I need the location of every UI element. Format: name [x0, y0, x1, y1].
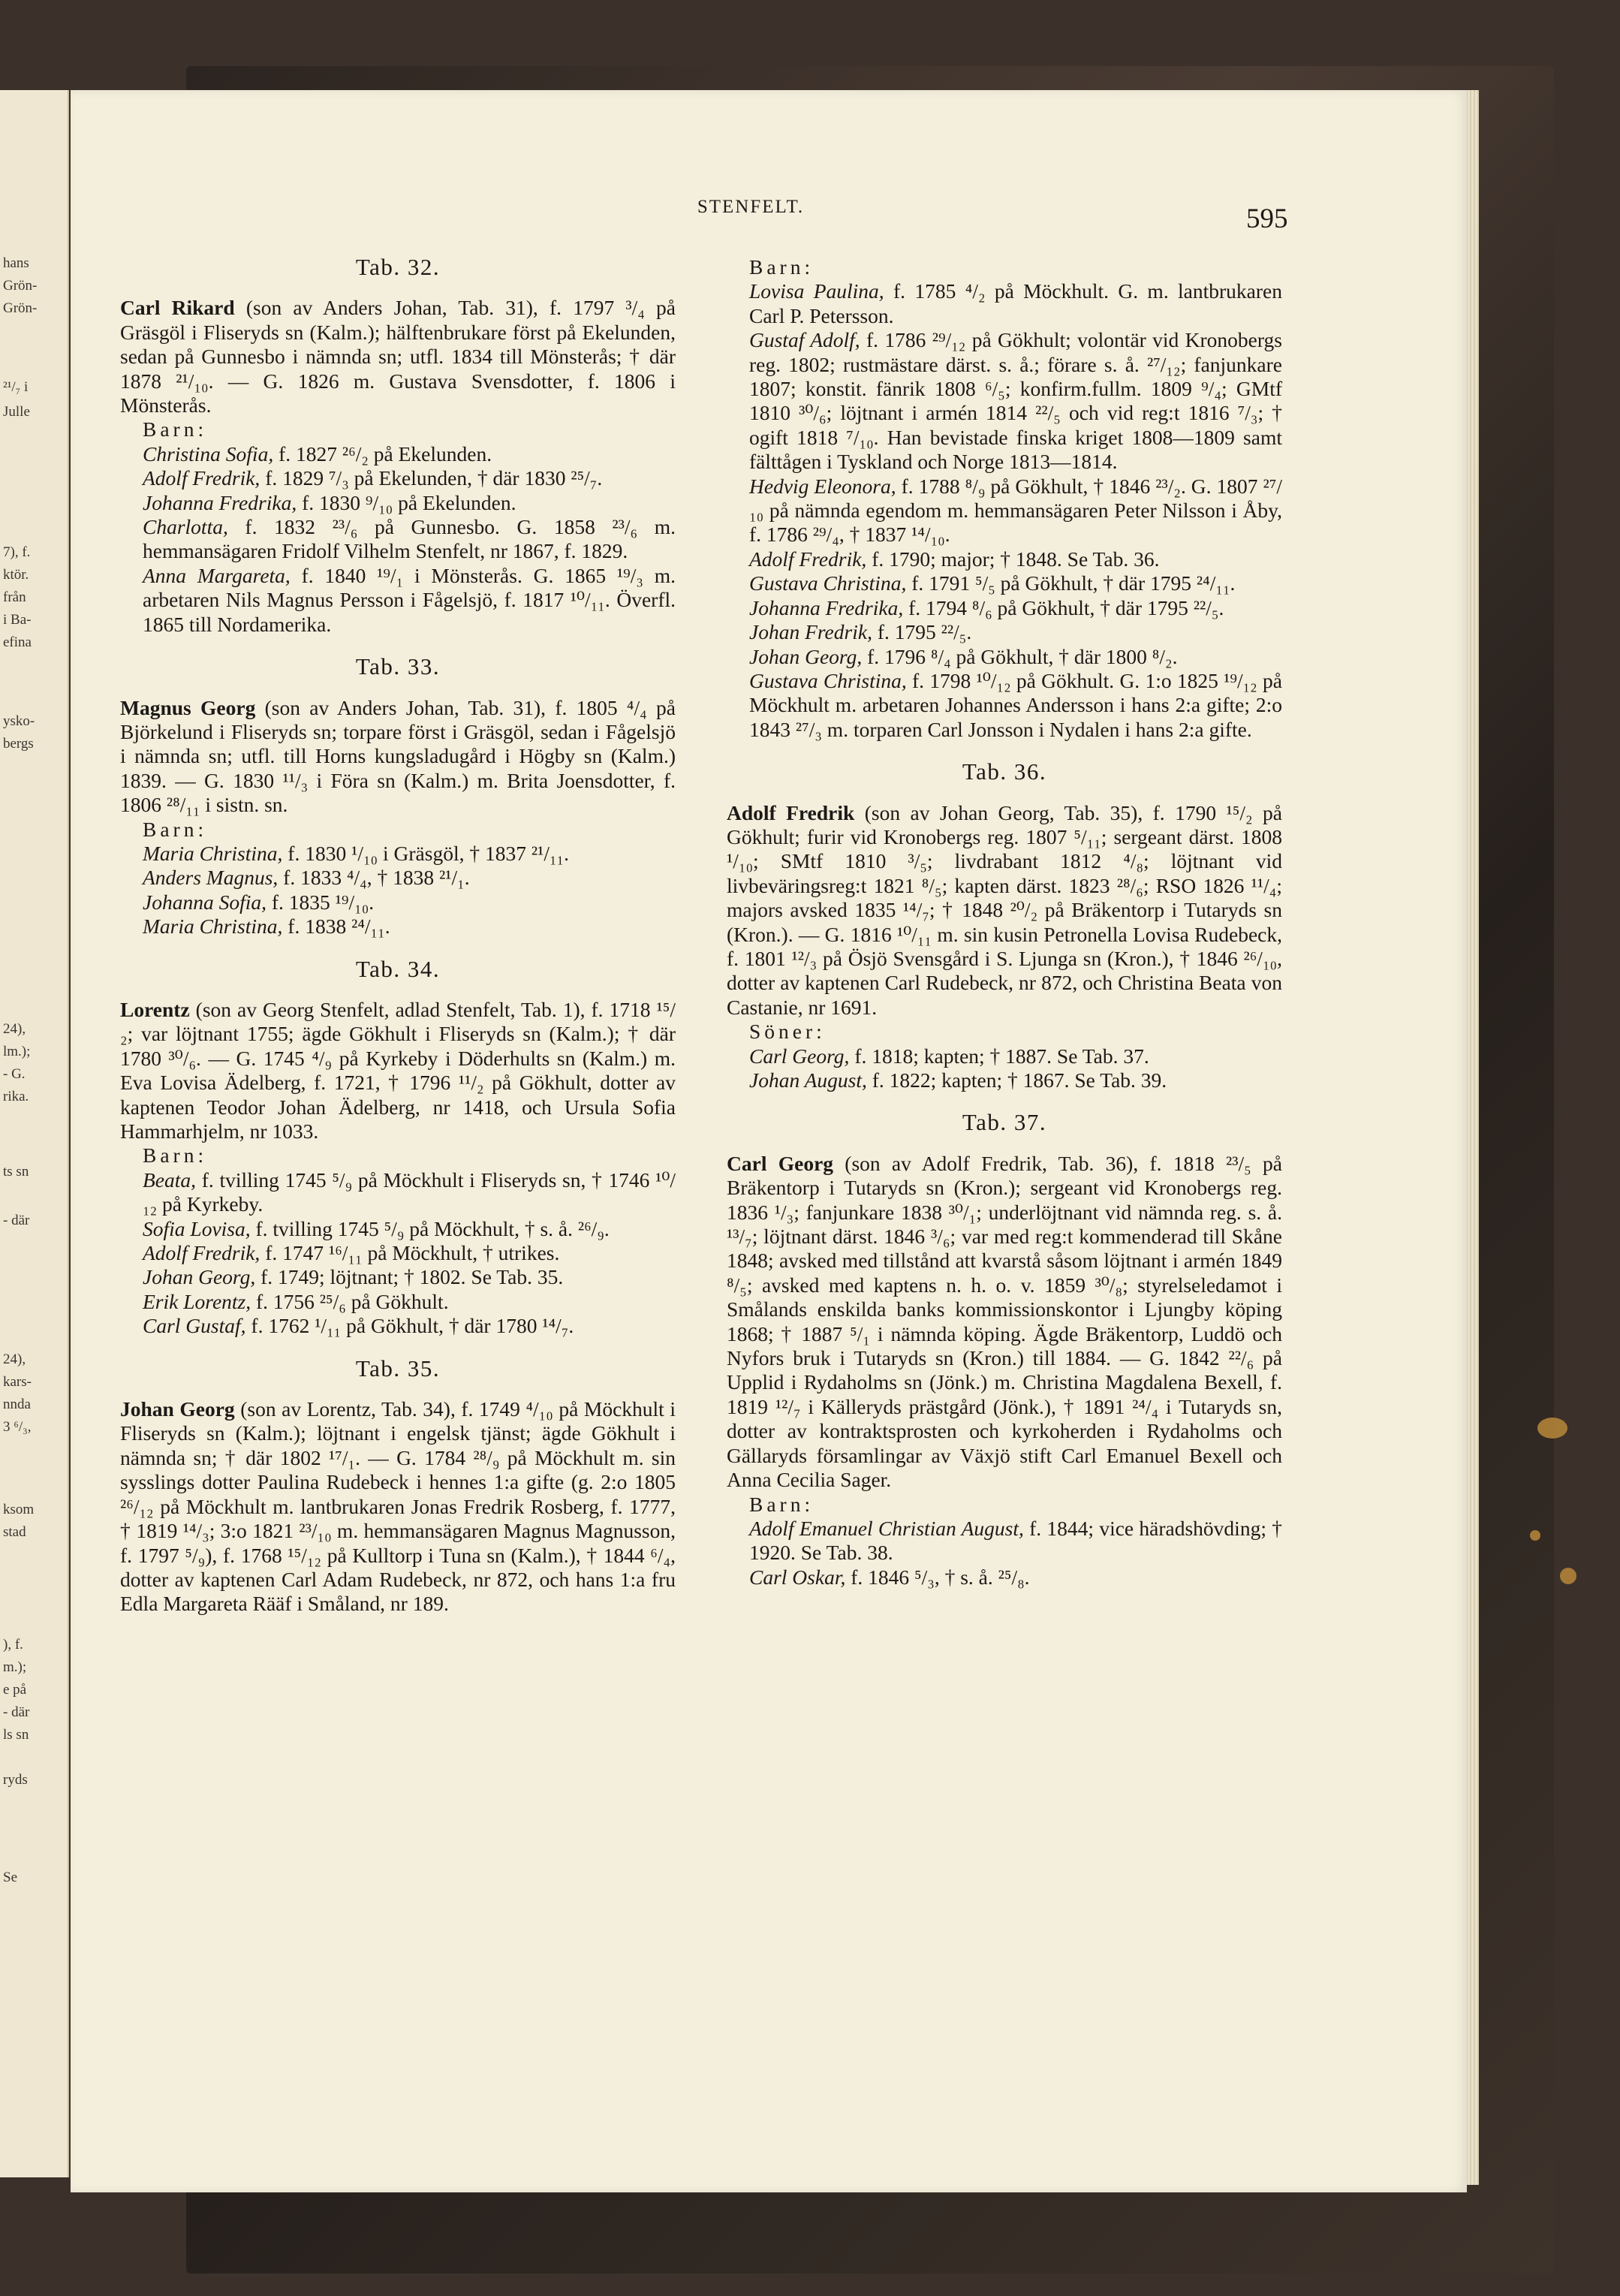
left-page-fragment: - där: [3, 1213, 30, 1228]
child-name: Adolf Emanuel Christian August,: [749, 1516, 1024, 1540]
child-entry: [727, 547, 1282, 571]
left-page-fragment: m.);: [3, 1659, 27, 1675]
left-page-fragment: ), f.: [3, 1637, 23, 1653]
genealogy-entry: [120, 696, 676, 818]
child-details: f. 1822; kapten; † 1867. Se Tab. 39.: [866, 1068, 1167, 1092]
child-details: f. 1833 ⁴/₄, † 1838 ²¹/₁.: [278, 866, 470, 890]
left-page-fragment: stad: [3, 1524, 26, 1540]
left-page-fragment: ²¹/₇ i: [3, 379, 29, 395]
child-name: Erik Lorentz,: [143, 1289, 251, 1313]
child-entry: [727, 571, 1282, 595]
child-name: Gustava Christina,: [749, 571, 907, 595]
child-details: f. 1844; vice häradshövding; † 1920. Se Tab. 38.: [749, 1516, 1282, 1565]
genealogy-entry: [727, 1152, 1282, 1493]
left-page-fragment: nnda: [3, 1397, 31, 1412]
left-page-fragment: rika.: [3, 1089, 29, 1104]
child-details: f. 1830 ¹/₁₀ i Gräsgöl, † 1837 ²¹/₁₁.: [282, 841, 570, 865]
child-entry: [120, 1168, 676, 1217]
child-details: f. 1747 ¹⁶/₁₁ på Möckhult, † utrikes.: [260, 1241, 560, 1265]
child-details: f. 1785 ⁴/₂ på Möckhult. G. m. lantbrukaren Carl P. Petersson.: [749, 279, 1283, 327]
child-details: f. 1788 ⁸/₉ på Gökhult, † 1846 ²³/₂. G. 1807 ²⁷/₁₀ på nämnda egendom m. hemmansägaren Peter Nilsson i Åby, f. 1786 ²⁹/₄, † 1837 ¹⁴/₁₀.: [749, 474, 1282, 547]
left-page-fragment: ls sn: [3, 1727, 29, 1743]
child-name: Johan August,: [749, 1068, 867, 1092]
child-details: f. 1846 ⁵/₃, † s. å. ²⁵/₈.: [845, 1565, 1030, 1589]
left-page-fragment: bergs: [3, 736, 34, 752]
children-heading: Barn:: [143, 817, 208, 841]
children-heading: Barn:: [143, 417, 208, 441]
child-details: f. 1840 ¹⁹/₁ i Mönsterås. G. 1865 ¹⁹/₃ m. arbetaren Nils Magnus Persson i Fågelsjö, f. 1817 ¹⁰/₁₁. Överfl. 1865 till Nordamerika.: [143, 563, 676, 636]
left-page-fragment: 24),: [3, 1021, 26, 1037]
child-details: f. 1829 ⁷/₃ på Ekelunden, † där 1830 ²⁵/₇.: [260, 466, 603, 490]
genealogy-entry: [120, 998, 676, 1143]
person-name: Adolf Fredrik: [727, 800, 855, 824]
child-name: Beata,: [143, 1168, 197, 1192]
children-heading: Söner:: [749, 1020, 826, 1044]
person-name: Carl Rikard: [120, 296, 235, 320]
running-head: STENFELT.: [697, 197, 805, 217]
child-entry: [727, 1565, 1282, 1589]
child-entry: [727, 620, 1282, 644]
child-details: f. 1796 ⁸/₄ på Gökhult, † där 1800 ⁸/₂.: [862, 644, 1178, 668]
left-page-fragment: hans: [3, 255, 29, 271]
entry-text: (son av Anders Johan, Tab. 31), f. 1797 ³/₄ på Gräsgöl i Fliseryds sn (Kalm.); hälftenbrukare först på Ekelunden, sedan på Gunnesbo i nämnda sn; utfl. 1834 till Mönsterås; † där 1878 ²¹/₁₀. — G. 1826 m. Gustava Svensdotter, f. 1806 i Mönsterås.: [120, 296, 676, 417]
child-entry: [120, 1265, 676, 1289]
child-name: Adolf Fredrik,: [143, 1241, 260, 1265]
child-name: Johan Georg,: [749, 644, 863, 668]
person-name: Magnus Georg: [120, 695, 256, 719]
child-details: f. 1786 ²⁹/₁₂ på Gökhult; volontär vid Kronobergs reg. 1802; rustmästare därst. s. å.; förare s. å. ²⁷/₁₂; fanjunkare 1807; konstit. fänrik 1808 ⁶/₅; konfirm.fullm. 1809 ⁹/₄; GMtf 1810 ³⁰/₆; löjtnant i armén 1814 ²²/₅ och vid reg:t 1816 ⁷/₃; † ogift 1818 ⁷/₁₀. Han bevistade finska kriget 1808—1809 samt fälttågen i Tyskland och Norge 1813—1814.: [749, 328, 1282, 474]
child-entry: [727, 1068, 1282, 1092]
child-entry: [120, 890, 676, 914]
child-details: f. tvilling 1745 ⁵/₉ på Möckhult i Fliseryds sn, † 1746 ¹⁰/₁₂ på Kyrkeby.: [143, 1168, 676, 1216]
child-name: Adolf Fredrik,: [143, 466, 260, 490]
left-page-fragment: i Ba-: [3, 612, 32, 628]
child-entry: [727, 1517, 1282, 1565]
child-name: Christina Sofia,: [143, 441, 274, 466]
person-name: Johan Georg: [120, 1397, 235, 1421]
entry-text: (son av Anders Johan, Tab. 31), f. 1805 ⁴/₄ på Björkelund i Fliseryds sn; torpare först i Gräsgöl, sedan i Fågelsjö i nämnda sn; utfl. till Horns kungsladugård i Högby sn (Kalm.) 1839. — G. 1830 ¹¹/₃ i Föra sn (Kalm.) m. Brita Joensdotter, f. 1806 ²⁸/₁₁ i sistn. sn.: [120, 695, 676, 817]
left-page-fragment: Se: [3, 1870, 17, 1885]
table-heading: Tab. 32.: [355, 254, 441, 280]
child-name: Johanna Fredrika,: [143, 490, 297, 514]
children-heading: Barn:: [749, 1492, 815, 1516]
page-number: 595: [1246, 203, 1288, 234]
left-page-fragment: - där: [3, 1704, 30, 1720]
child-details: f. 1762 ¹/₁₁ på Gökhult, † där 1780 ¹⁴/₇.: [245, 1314, 574, 1338]
child-name: Hedvig Eleonora,: [749, 474, 896, 498]
child-details: f. 1835 ¹⁹/₁₀.: [266, 890, 375, 914]
left-page-fragment: lm.);: [3, 1044, 31, 1059]
child-name: Anna Margareta,: [143, 563, 291, 587]
child-entry: [727, 328, 1282, 474]
left-page-fragment: ktör.: [3, 567, 29, 583]
entry-text: (son av Adolf Fredrik, Tab. 36), f. 1818 ²³/₅ på Bräkentorp i Tutaryds sn (Kron.); sergeant vid Kronobergs reg. 1836 ¹/₃; fanjunkare 1838 ³⁰/₁; underlöjtnant vid nämnda reg. s. å. ¹³/₇; löjtnant därst. 1846 ³/₆; var med reg:t kommenderad till Skåne 1848; avsked med tillstånd att kvarstå såsom löjtnant i armén 1849 ⁸/₅; avsked med kaptens n. h. o. v. 1859 ³⁰/₈; styrelseledamot i Smålands enskilda banks kommissionskontor i Ljungby köping 1868; † 1887 ⁵/₁ i nämnda köping. Ägde Bräkentorp, Luddö och Nyfors bruk i Tutaryds sn (Kron.) till 1884. — G. 1842 ²²/₆ på Upplid i Rydaholms sn (Jönk.) m. Christina Magdalena Bexell, f. 1819 ¹²/₇ i Källeryds prästgård (Jönk.), † 1891 ²⁴/₄ i Tutaryds sn, dotter av kontraktsprosten och kyrkoherden i Rydaholms och Gällaryds församlingar av Växjö stift Carl Emanuel Bexell och Anna Cecilia Sager.: [727, 1151, 1282, 1492]
child-entry: [120, 1290, 676, 1314]
left-page-fragment: kars-: [3, 1374, 32, 1390]
child-entry: [120, 442, 676, 466]
child-name: Johan Georg,: [143, 1265, 256, 1289]
left-page-fragment: ryds: [3, 1772, 28, 1788]
child-name: Johanna Fredrika,: [749, 595, 904, 619]
child-name: Charlotta,: [143, 515, 228, 539]
left-page-fragment: ts sn: [3, 1164, 29, 1180]
left-page-fragment: 3 ⁶/₃,: [3, 1419, 32, 1435]
entry-text: (son av Georg Stenfelt, adlad Stenfelt, Tab. 1), f. 1718 ¹⁵/₂; var löjtnant 1755; ägde Gökhult i Fliseryds sn (Kalm.); † där 1780 ³⁰/₆. — G. 1745 ⁴/₉ på Kyrkeby i Döderhults sn (Kalm.) m. Eva Lovisa Ädelberg, f. 1721, † 1796 ¹¹/₂ på Gökhult, dotter av kaptenen Teodor Johan Ädelberg, nr 1418, och Ursula Sofia Hammarhjelm, nr 1033.: [120, 997, 676, 1143]
child-name: Carl Georg,: [749, 1044, 850, 1068]
child-name: Adolf Fredrik,: [749, 547, 867, 571]
child-details: f. 1830 ⁹/₁₀ på Ekelunden.: [297, 490, 516, 514]
child-name: Johan Fredrik,: [749, 620, 872, 644]
child-details: f. 1791 ⁵/₅ på Gökhult, † där 1795 ²⁴/₁₁.: [906, 571, 1236, 595]
child-entry: [120, 515, 676, 564]
left-page-fragment: ysko-: [3, 713, 35, 729]
table-heading: Tab. 37.: [962, 1109, 1047, 1136]
child-details: f. 1790; major; † 1848. Se Tab. 36.: [866, 547, 1160, 571]
child-details: f. 1756 ²⁵/₆ på Gökhult.: [251, 1289, 449, 1313]
child-details: f. 1838 ²⁴/₁₁.: [282, 914, 390, 939]
table-heading: Tab. 33.: [355, 653, 441, 680]
left-page-fragment: efina: [3, 634, 32, 650]
child-name: Carl Gustaf,: [143, 1314, 246, 1338]
table-heading: Tab. 35.: [355, 1354, 441, 1382]
child-details: f. 1794 ⁸/₆ på Gökhult, † där 1795 ²²/₅.: [903, 595, 1224, 619]
child-name: Sofia Lovisa,: [143, 1216, 251, 1240]
left-page-fragment: Julle: [3, 404, 30, 420]
child-details: f. 1818; kapten; † 1887. Se Tab. 37.: [849, 1044, 1149, 1068]
children-heading: Barn:: [749, 255, 815, 279]
left-page-fragment: ksom: [3, 1502, 35, 1517]
child-entry: [727, 669, 1282, 742]
left-page-fragment: från: [3, 589, 26, 605]
child-entry: [727, 596, 1282, 620]
child-name: Gustava Christina,: [749, 668, 907, 692]
child-entry: [120, 1241, 676, 1265]
genealogy-entry: [727, 801, 1282, 1020]
child-details: f. 1795 ²²/₅.: [872, 620, 972, 644]
child-entry: [727, 1044, 1282, 1068]
child-entry: [727, 475, 1282, 547]
child-entry: [120, 1314, 676, 1338]
table-heading: Tab. 36.: [962, 758, 1047, 785]
child-name: Maria Christina,: [143, 914, 283, 939]
child-entry: [727, 645, 1282, 669]
child-details: f. 1827 ²⁶/₂ på Ekelunden.: [273, 441, 492, 466]
text-column-left: [120, 255, 676, 1617]
child-entry: [120, 564, 676, 637]
child-entry: [120, 866, 676, 890]
left-page-fragment: 24),: [3, 1351, 26, 1367]
child-name: Gustaf Adolf,: [749, 328, 860, 352]
child-details: f. 1798 ¹⁰/₁₂ på Gökhult. G. 1:o 1825 ¹⁹/₁₂ på Möckhult m. arbetaren Johannes Andersson i hans 2:a gifte; 2:o 1843 ²⁷/₃ m. torparen Carl Jonsson i Nydalen i hans 2:a gifte.: [749, 668, 1282, 741]
child-details: f. 1832 ²³/₆ på Gunnesbo. G. 1858 ²³/₆ m. hemmansägaren Fridolf Vilhelm Stenfelt, nr 1867, f. 1829.: [143, 515, 676, 563]
children-heading: Barn:: [143, 1143, 208, 1168]
left-page-fragment: 7), f.: [3, 544, 31, 560]
left-page-fragment: e på: [3, 1682, 27, 1698]
child-name: Lovisa Paulina,: [749, 279, 884, 303]
child-entry: [727, 279, 1282, 328]
child-entry: [120, 1217, 676, 1241]
child-entry: [120, 842, 676, 866]
person-name: Lorentz: [120, 997, 190, 1021]
person-name: Carl Georg: [727, 1151, 834, 1175]
child-entry: [120, 491, 676, 515]
text-column-right: [727, 255, 1282, 1589]
entry-text: (son av Johan Georg, Tab. 35), f. 1790 ¹⁵/₂ på Gökhult; furir vid Kronobergs reg. 1807 ⁵/₁₁; sergeant därst. 1808 ¹/₁₀; SMtf 1810 ³/₅; livdrabant 1812 ⁴/₈; löjtnant vid livbeväringsreg:t 1821 ⁸/₅; kapten därst. 1823 ²⁸/₆; RSO 1826 ¹¹/₄; majors avsked 1835 ¹⁴/₇; † 1848 ²⁰/₂ på Bräkentorp i Tutaryds sn (Kron.). — G. 1816 ¹⁰/₁₁ m. sin kusin Petronella Lovisa Rudebeck, f. 1801 ¹²/₃ på Ösjö Svensgård i S. Ljunga sn (Kron.), † 1846 ²⁶/₁₀, dotter av kaptenen Carl Rudebeck, nr 872, och Christina Beata von Castanie, nr 1691.: [727, 800, 1282, 1019]
table-heading: Tab. 34.: [355, 955, 441, 982]
child-entry: [120, 466, 676, 490]
genealogy-entry: [120, 296, 676, 417]
genealogy-entry: [120, 1397, 676, 1617]
child-details: f. tvilling 1745 ⁵/₉ på Möckhult, † s. å. ²⁶/₉.: [250, 1216, 610, 1240]
child-details: f. 1749; löjtnant; † 1802. Se Tab. 35.: [255, 1265, 564, 1289]
child-name: Carl Oskar,: [749, 1565, 846, 1589]
previous-page-edge: [0, 90, 69, 2177]
child-entry: [120, 914, 676, 939]
left-page-fragment: Grön-: [3, 278, 38, 294]
left-page-fragment: - G.: [3, 1066, 26, 1082]
child-name: Anders Magnus,: [143, 866, 279, 890]
entry-text: (son av Lorentz, Tab. 34), f. 1749 ⁴/₁₀ på Möckhult i Fliseryds sn (Kalm.); löjtnant i engelsk tjänst; ägde Gökhult i nämnda sn; † där 1802 ¹⁷/₁. — G. 1784 ²⁸/₉ på Möckhult m. sin sysslings dotter Paulina Rudebeck i hennes 1:a gifte (g. 2:o 1805 ²⁶/₁₂ på Möckhult m. lantbrukaren Jonas Fredrik Rosberg, f. 1777, † 1819 ¹⁴/₃; 3:o 1821 ²³/₁₀ m. hemmansägaren Magnus Magnusson, f. 1797 ⁵/₉), f. 1768 ¹⁵/₁₂ på Kulltorp i Tuna sn (Kalm.), † 1844 ⁶/₄, dotter av kaptenen Carl Adam Rudebeck, nr 872, och hans 1:a fru Edla Margareta Rääf i Småland, nr 189.: [120, 1397, 676, 1616]
child-name: Johanna Sofia,: [143, 890, 266, 914]
child-name: Maria Christina,: [143, 841, 283, 865]
left-page-fragment: Grön-: [3, 300, 38, 316]
